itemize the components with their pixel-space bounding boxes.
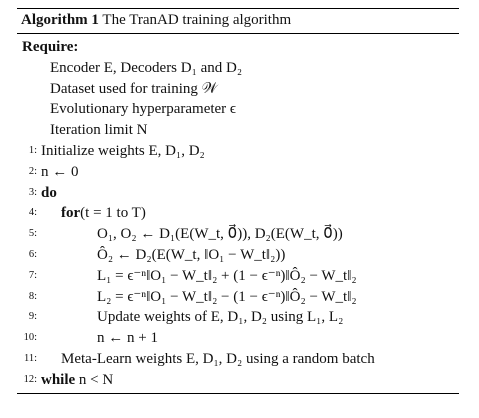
algorithm-caption	[17, 9, 459, 33]
require-line	[17, 37, 459, 58]
line-number: 10:	[23, 332, 37, 344]
algorithm-body	[17, 34, 459, 391]
algorithm-block	[17, 8, 459, 394]
while-statement	[41, 370, 113, 391]
step-line	[17, 287, 459, 308]
require-item	[17, 79, 459, 100]
require-item	[17, 120, 459, 141]
require-item	[17, 58, 459, 79]
for-condition: (t = 1 to T)	[80, 205, 146, 222]
step-text: n ← 0	[41, 163, 79, 180]
step-text: Meta-Learn weights E, D₁, D₂ using a random batch	[61, 350, 375, 367]
line-number: 9:	[28, 311, 37, 323]
line-number: 11:	[23, 352, 37, 364]
step-line	[17, 141, 459, 162]
while-keyword: while	[41, 371, 76, 388]
step-line	[17, 183, 459, 204]
line-number: 2:	[28, 165, 37, 177]
step-line	[17, 349, 459, 370]
line-number: 3:	[28, 186, 37, 198]
require-item-text: Encoder E, Decoders D₁ and D₂	[50, 59, 243, 76]
for-statement	[61, 203, 146, 224]
bottom-rule	[17, 393, 459, 394]
require-keyword: Require:	[22, 39, 79, 55]
step-text: Initialize weights E, D₁, D₂	[41, 142, 205, 159]
step-text: Update weights of E, D₁, D₂ using L₁, L₂	[97, 309, 344, 326]
step-text: L₂ = ϵ⁻ⁿ‖O₁ − W_t‖₂ − (1 − ϵ⁻ⁿ)‖Ô₂ − W_t‖₂	[97, 288, 357, 305]
line-number: 8:	[28, 290, 37, 302]
step-line	[17, 162, 459, 183]
step-line	[17, 328, 459, 349]
step-line	[17, 266, 459, 287]
require-item-text: Iteration limit N	[50, 122, 148, 139]
step-text: L₁ = ϵ⁻ⁿ‖O₁ − W_t‖₂ + (1 − ϵ⁻ⁿ)‖Ô₂ − W_t‖₂	[97, 267, 357, 284]
line-number: 4:	[28, 207, 37, 219]
line-number: 1:	[28, 144, 37, 156]
require-item-text: Evolutionary hyperparameter ϵ	[50, 101, 236, 118]
line-number: 6:	[28, 248, 37, 260]
for-keyword: for	[61, 205, 81, 222]
step-line	[17, 370, 459, 391]
line-number: 12:	[23, 373, 37, 385]
line-number: 5:	[28, 228, 37, 240]
require-item-text: Dataset used for training 𝒲	[50, 80, 218, 97]
step-line	[17, 307, 459, 328]
step-text: n ← n + 1	[97, 330, 158, 347]
step-text: Ô₂ ← D₂(E(W_t, ‖O₁ − W_t‖₂))	[97, 246, 286, 263]
step-line	[17, 224, 459, 245]
step-line	[17, 203, 459, 224]
while-condition: n < N	[75, 371, 114, 388]
algorithm-title: The TranAD training algorithm	[102, 12, 292, 28]
do-keyword: do	[41, 184, 57, 201]
step-text: O₁, O₂ ← D₁(E(W_t, 0⃗)), D₂(E(W_t, 0⃗))	[97, 226, 343, 243]
line-number: 7:	[28, 269, 37, 281]
step-line	[17, 245, 459, 266]
require-item	[17, 99, 459, 120]
algorithm-label: Algorithm 1	[21, 12, 99, 28]
